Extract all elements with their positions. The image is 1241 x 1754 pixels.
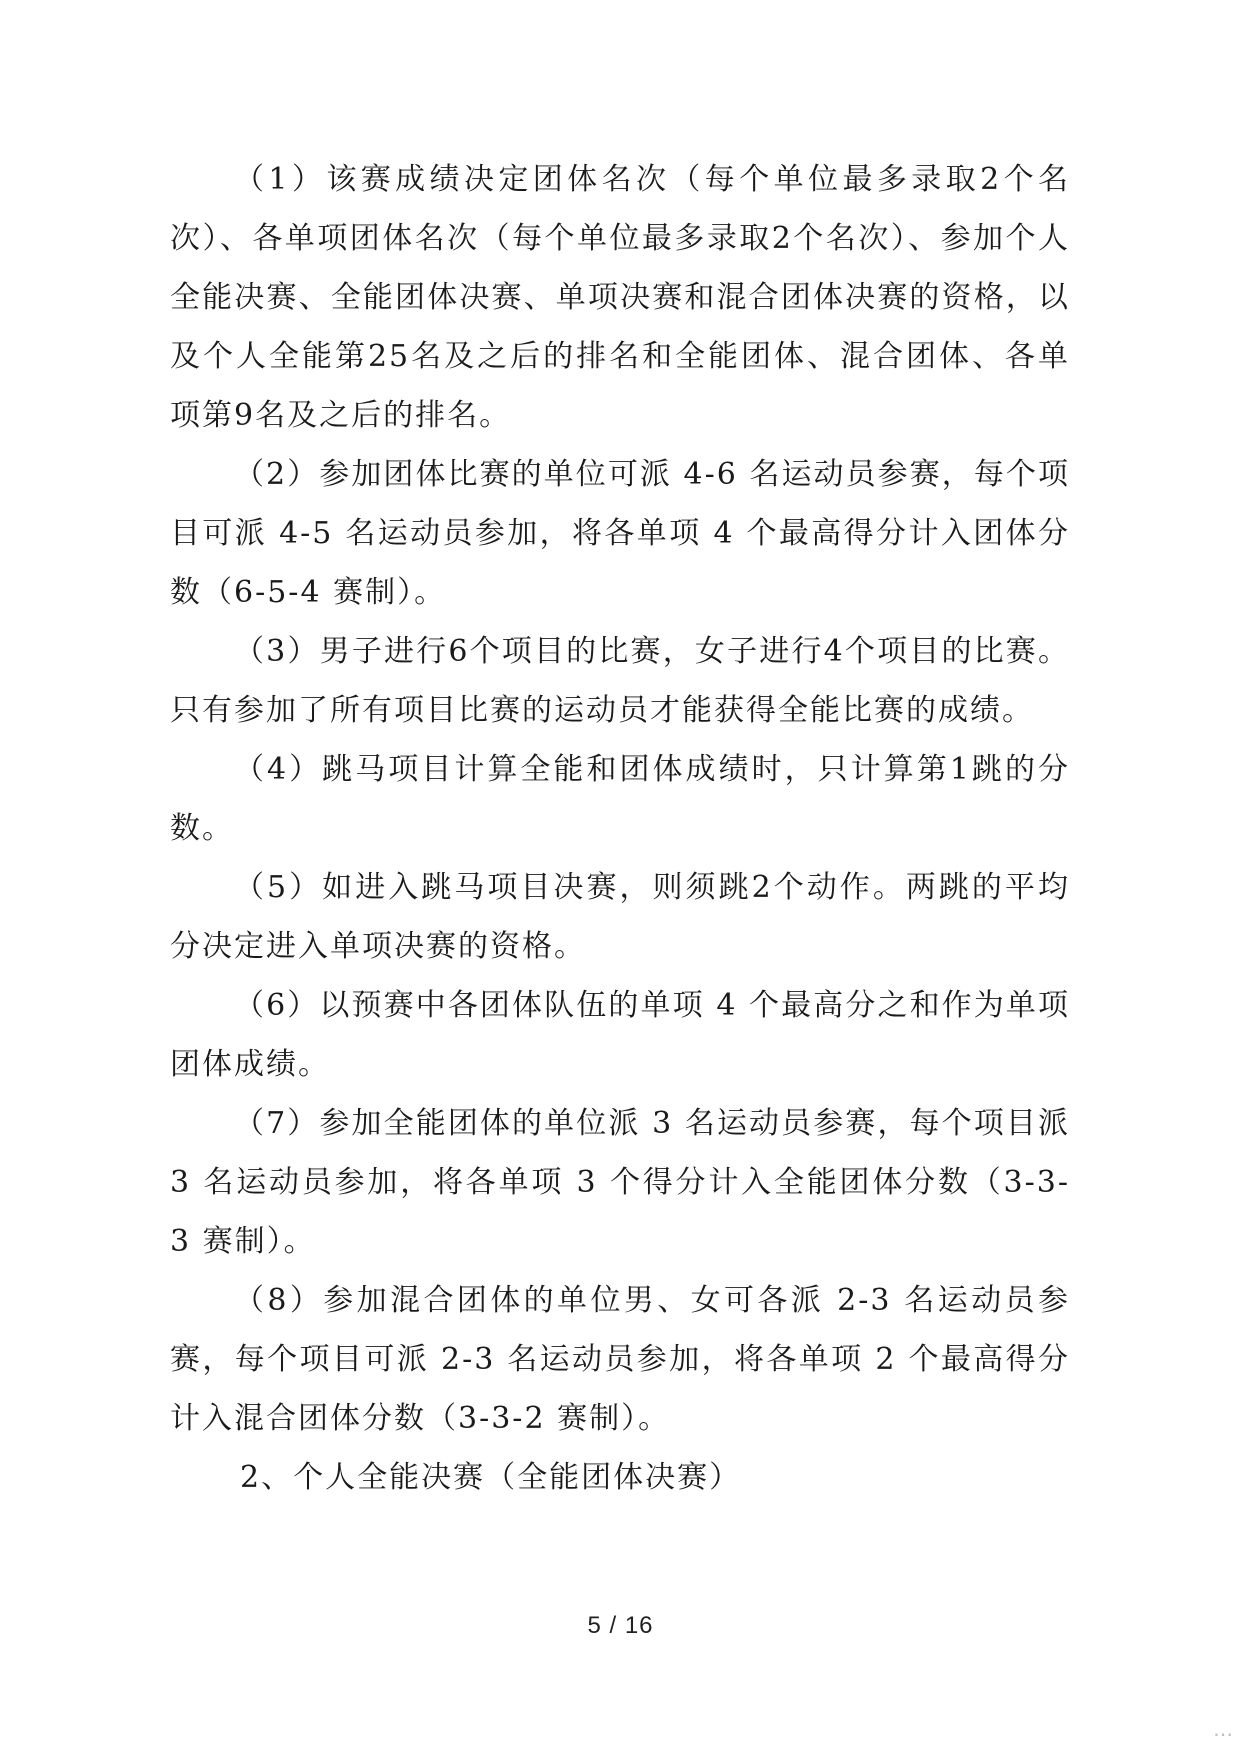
paragraph-6: （6）以预赛中各团体队伍的单项 4 个最高分之和作为单项团体成绩。 <box>170 988 1070 1082</box>
document-body <box>170 150 1070 1507</box>
page-number: 5 / 16 <box>587 1612 654 1639</box>
watermark-mark: ⋯ <box>1213 1722 1233 1746</box>
paragraph-7: （7）参加全能团体的单位派 3 名运动员参赛，每个项目派 3 名运动员参加，将各单项 3 个得分计入全能团体分数（3-3-3 赛制）。 <box>170 1106 1070 1259</box>
paragraph-5: （5）如进入跳马项目决赛，则须跳2个动作。两跳的平均分决定进入单项决赛的资格。 <box>170 870 1070 964</box>
paragraph-3: （3）男子进行6个项目的比赛，女子进行4个项目的比赛。只有参加了所有项目比赛的运动员才能获得全能比赛的成绩。 <box>170 634 1070 728</box>
section-heading: 2、个人全能决赛（全能团体决赛） <box>240 1460 742 1495</box>
paragraph-1: （1）该赛成绩决定团体名次（每个单位最多录取2个名次）、各单项团体名次（每个单位最多录取2个名次）、参加个人全能决赛、全能团体决赛、单项决赛和混合团体决赛的资格，以及个人全能第25名及之后的排名和全能团体、混合团体、各单项第9名及之后的排名。 <box>170 162 1070 433</box>
paragraph-2: （2）参加团体比赛的单位可派 4-6 名运动员参赛，每个项目可派 4-5 名运动员参加，将各单项 4 个最高得分计入团体分数（6-5-4 赛制）。 <box>170 457 1070 610</box>
paragraph-8: （8）参加混合团体的单位男、女可各派 2-3 名运动员参赛，每个项目可派 2-3 名运动员参加，将各单项 2 个最高得分计入混合团体分数（3-3-2 赛制）。 <box>170 1283 1070 1436</box>
paragraph-4: （4）跳马项目计算全能和团体成绩时，只计算第1跳的分数。 <box>170 752 1070 846</box>
